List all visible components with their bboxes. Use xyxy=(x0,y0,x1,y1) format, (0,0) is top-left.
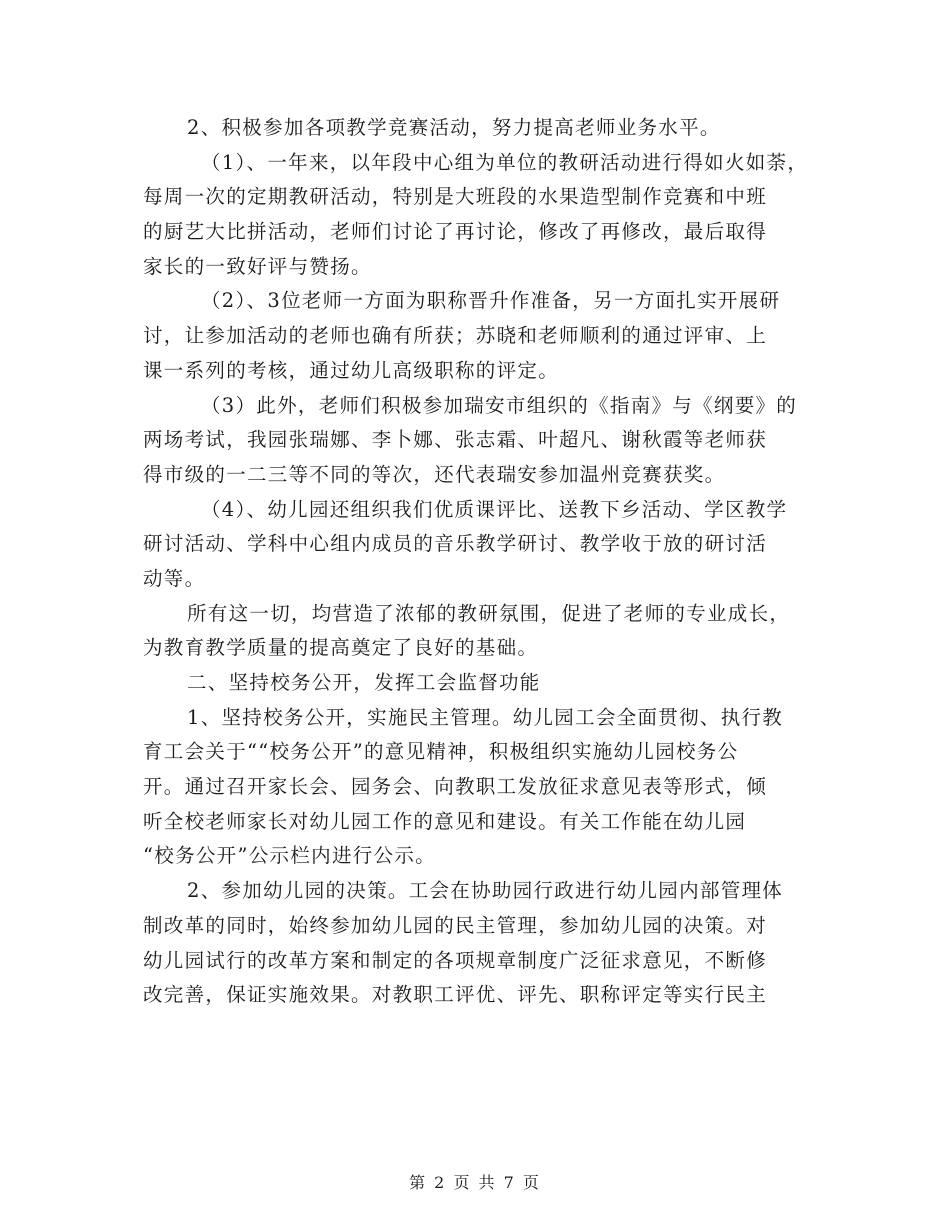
paragraph-line: 育工会关于““校务公开”的意见精神，积极组织实施幼儿园校务公 xyxy=(143,740,739,764)
paragraph-line: 所有这一切，均营造了浓郁的教研氛围，促进了老师的专业成长， xyxy=(187,601,791,625)
paragraph-line: 的厨艺大比拼活动，老师们讨论了再讨论，修改了再修改，最后取得 xyxy=(143,220,768,244)
paragraph-line: 改完善，保证实施效果。对教职工评优、评先、职称评定等实行民主 xyxy=(143,983,768,1007)
paragraph-line: 讨，让参加活动的老师也确有所获；苏晓和老师顺利的通过评审、上 xyxy=(143,324,768,348)
section-heading: 二、坚持校务公开，发挥工会监督功能 xyxy=(187,671,541,694)
paragraph-line: 两场考试，我园张瑞娜、李卜娜、张志霜、叶超凡、谢秋霞等老师获 xyxy=(143,428,768,452)
body-text xyxy=(143,111,813,1013)
paragraph-line: 听全校老师家长对幼儿园工作的意见和建设。有关工作能在幼儿园 xyxy=(143,809,747,833)
paragraph-line: （3）此外，老师们积极参加瑞安市组织的《指南》与《纲要》的 xyxy=(201,393,798,417)
paragraph-line: （1）、一年来，以年段中心组为单位的教研活动进行得如火如荼， xyxy=(201,150,809,174)
paragraph-line: （4）、幼儿园还组织我们优质课评比、送教下乡活动、学区教学 xyxy=(201,497,788,521)
paragraph-line: 每周一次的定期教研活动，特别是大班段的水果造型制作竞赛和中班 xyxy=(143,185,768,209)
paragraph-line: 开。通过召开家长会、园务会、向教职工发放征求意见表等形式，倾 xyxy=(143,775,768,799)
paragraph-line: 研讨活动、学科中心组内成员的音乐教学研讨、教学收于放的研讨活 xyxy=(143,532,768,556)
paragraph-line: 为教育教学质量的提高奠定了良好的基础。 xyxy=(143,636,539,660)
page-number-footer: 第 2 页 共 7 页 xyxy=(409,1173,541,1192)
paragraph-line: 动等。 xyxy=(143,566,206,590)
paragraph-line: 家长的一致好评与赞扬。 xyxy=(143,254,372,278)
paragraph-line: （2）、3位老师一方面为职称晋升作准备，另一方面扎实开展研 xyxy=(201,289,781,313)
paragraph-line: 得市级的一二三等不同的等次，还代表瑞安参加温州竞赛获奖。 xyxy=(143,462,726,486)
paragraph-line: 2、参加幼儿园的决策。工会在协助园行政进行幼儿园内部管理体 xyxy=(187,879,784,903)
paragraph-line: 幼儿园试行的改革方案和制定的各项规章制度广泛征求意见，不断修 xyxy=(143,948,768,972)
paragraph-line: “校务公开”公示栏内进行公示。 xyxy=(143,844,436,868)
paragraph-line: 制改革的同时，始终参加幼儿园的民主管理，参加幼儿园的决策。对 xyxy=(143,913,768,937)
paragraph-line: 2、积极参加各项教学竞赛活动，努力提高老师业务水平。 xyxy=(187,116,721,139)
paragraph-line: 课一系列的考核，通过幼儿高级职称的评定。 xyxy=(143,358,560,382)
paragraph-line: 1、坚持校务公开，实施民主管理。幼儿园工会全面贯彻、执行教 xyxy=(187,705,784,729)
